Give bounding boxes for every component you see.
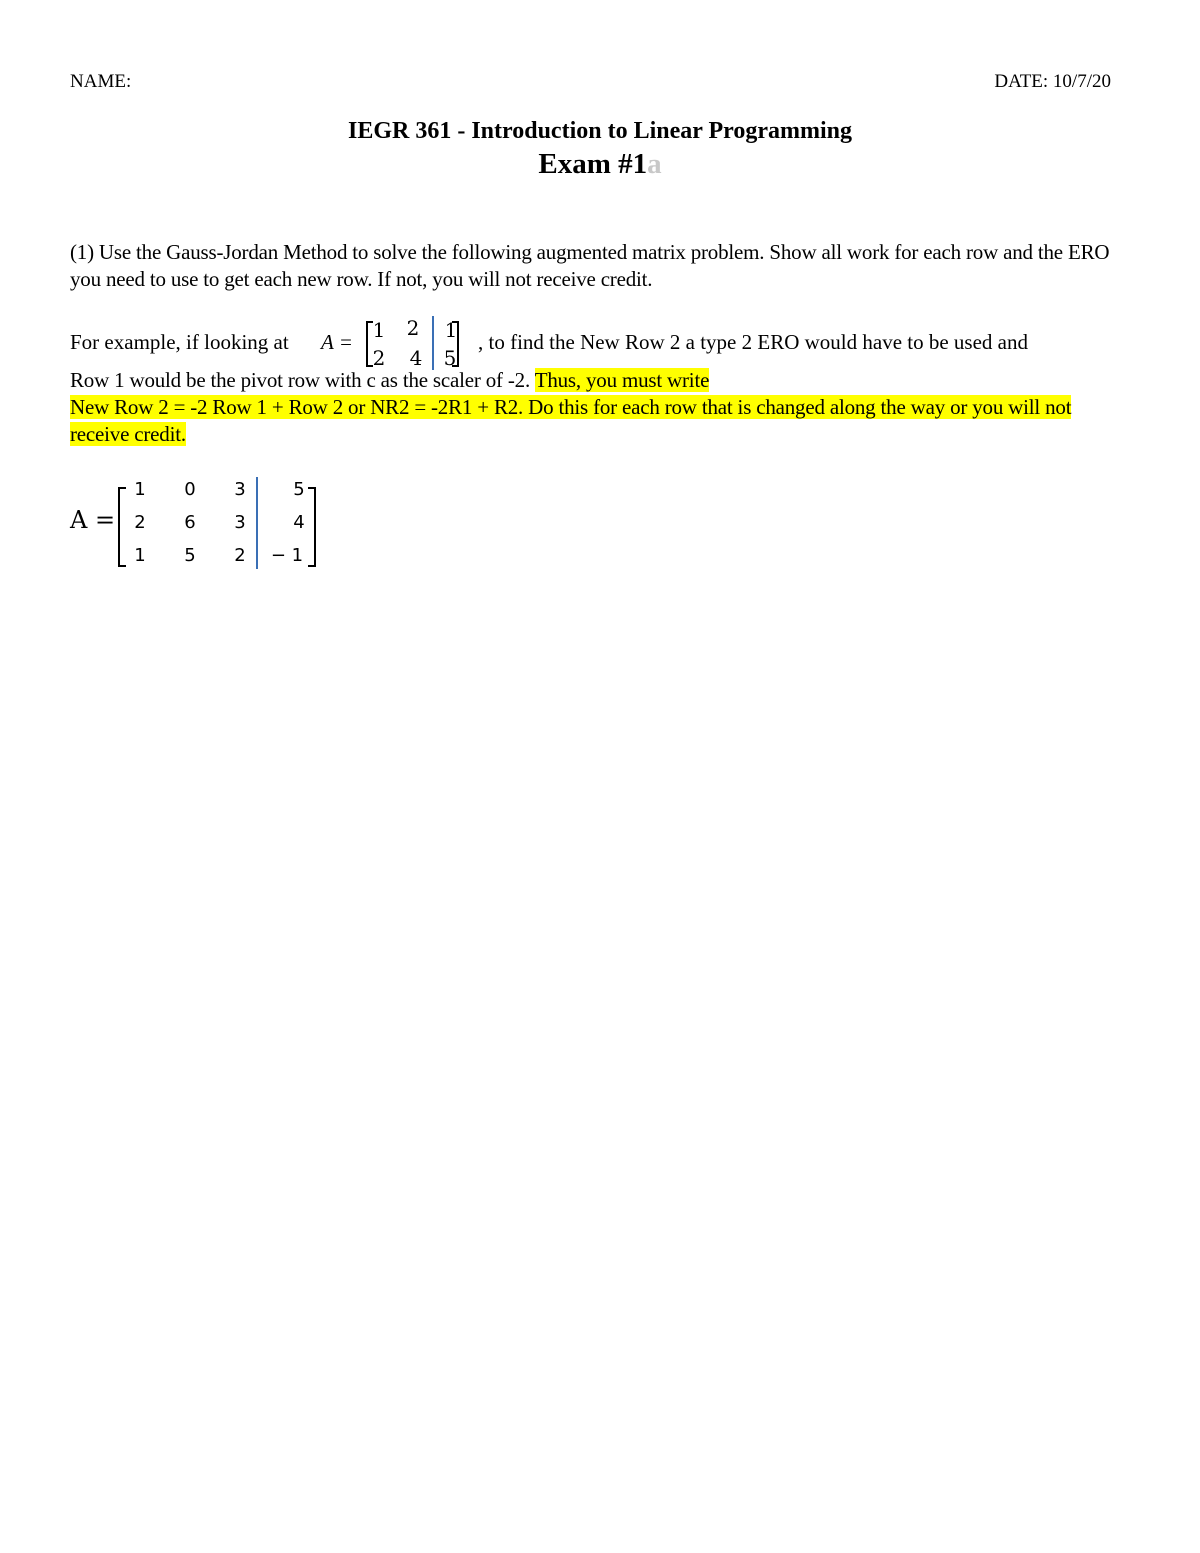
problem-matrix-cell: 1	[134, 479, 146, 500]
problem-matrix-right-bracket	[308, 487, 316, 567]
problem-matrix-cell: 0	[184, 479, 196, 500]
course-title: IEGR 361 - Introduction to Linear Programming	[347, 118, 852, 144]
example-matrix-cell: 1	[444, 318, 458, 342]
example-line	[70, 313, 1130, 375]
example-line2-text: Row 1 would be the pivot row with c as the scaler of -2.	[70, 368, 535, 392]
problem-matrix-cell: 5	[293, 479, 305, 500]
example-prefix: For example, if looking at	[70, 330, 289, 354]
example-matrix-name: A =	[321, 330, 353, 354]
problem-matrix-cell: 2	[134, 512, 146, 533]
problem-matrix-cell: − 1	[270, 545, 304, 566]
exam-title-suffix: a	[647, 148, 662, 180]
example-matrix-cell: 5	[443, 346, 457, 370]
problem-matrix-cell: 5	[184, 545, 196, 566]
name-label: NAME:	[70, 71, 132, 92]
problem-matrix-label: A =	[70, 506, 116, 534]
example-line2-highlight: Thus, you must write	[534, 368, 710, 392]
example-matrix-cell: 1	[372, 318, 386, 342]
example-matrix-cell: 2	[406, 316, 420, 340]
problem-matrix	[70, 474, 340, 574]
question-instructions: (1) Use the Gauss-Jordan Method to solve the following augmented matrix problem. Show all work for each row and the ERO you need to use to get each new row. If not, you will not receive credit.	[70, 240, 1110, 291]
example-line3-highlight: New Row 2 = -2 Row 1 + Row 2 or NR2 = -2R1 + R2. Do this for each row that is changed along the way or you will not receive credit.	[70, 395, 1072, 446]
problem-matrix-cell: 2	[234, 545, 246, 566]
problem-matrix-cell: 3	[234, 512, 246, 533]
problem-matrix-cell: 3	[234, 479, 246, 500]
exam-title	[0, 148, 1200, 181]
example-matrix-right-bracket	[452, 321, 459, 367]
problem-matrix-cell: 1	[134, 545, 146, 566]
problem-matrix-cell: 6	[184, 512, 196, 533]
header-row	[70, 71, 1111, 97]
example-matrix-augment-bar	[432, 316, 434, 370]
problem-matrix-cell: 4	[293, 512, 305, 533]
example-matrix	[366, 313, 476, 373]
exam-title-main: Exam #1	[538, 148, 648, 180]
example-matrix-cell: 2	[372, 346, 386, 370]
example-instructions	[70, 367, 1130, 448]
date-label: DATE: 10/7/20	[994, 71, 1111, 92]
problem-matrix-augment-bar	[256, 477, 258, 569]
example-matrix-cell: 4	[409, 346, 423, 370]
example-suffix: , to find the New Row 2 a type 2 ERO would have to be used and	[478, 330, 1028, 354]
